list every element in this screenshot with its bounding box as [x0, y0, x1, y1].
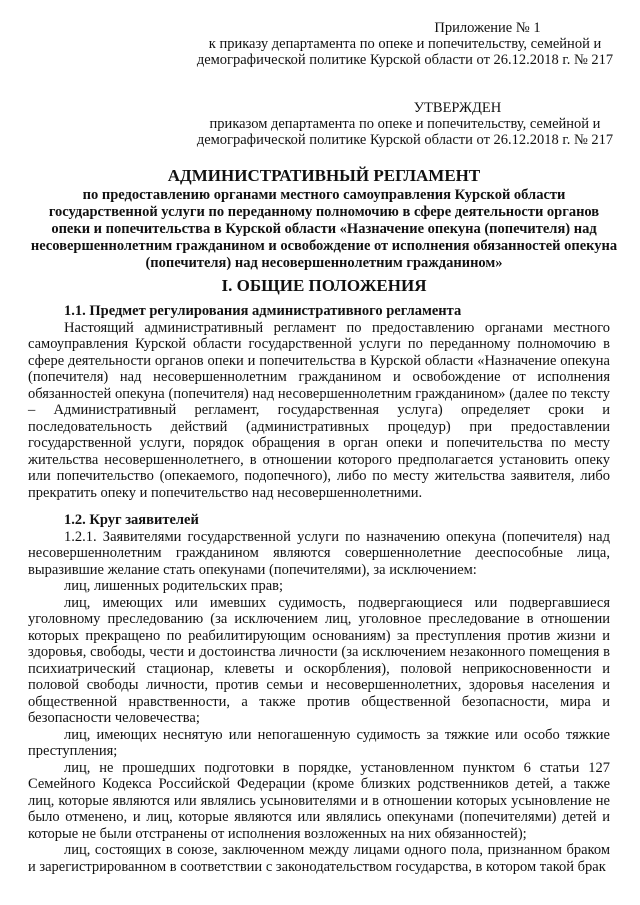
paragraph: лиц, лишенных родительских прав;	[64, 578, 284, 594]
appendix-text: к приказу департамента по опеке и попечительству, семейной и демографической политике Курской области от 26.12.2018 г. № 217	[196, 36, 614, 68]
section-1-1	[28, 303, 610, 501]
paragraph: лиц, имеющих неснятую или непогашенную судимость за тяжкие или особо тяжкие преступления;	[28, 726, 610, 759]
paragraph: 1.2.1. Заявителями государственной услуги по назначению опекуна (попечителя) над несовершеннолетним гражданином являются совершеннолетние дееспособные лица, выразившие желание стать опекунами (попечителями), за исключением:	[28, 528, 610, 578]
approved-heading: УТВЕРЖДЕН	[413, 100, 502, 116]
paragraph: лиц, не прошедших подготовки в порядке, установленном пунктом 6 статьи 127 Семейного Кодекса Российской Федерации (кроме близких родственников детей, а также лиц, которые являются или являлись усыновителями и в отношении которых усыновление не было отменено, и лиц, которые являются или являлись опекунами (попечителями) детей и которые не были отстранены от исполнения возложенных на них обязанностей);	[28, 759, 610, 842]
paragraph: лиц, имеющих или имевших судимость, подвергающиеся или подвергавшиеся уголовному преследованию (за исключением лиц, уголовное преследование в отношении которых прекращено по реабилитирующим основаниям) за преступления против жизни и здоровья, свободы, чести и достоинства личности (за исключением незаконного помещения в психиатрический стационар, клеветы и оскорбления), половой неприкосновенности и половой свободы личности, против семьи и несовершеннолетних, здоровья населения и общественной нравственности, а также против общественной безопасности, мира и безопасности человечества;	[28, 594, 610, 726]
approved-block	[190, 100, 620, 148]
document-title-block	[28, 166, 620, 272]
section-1-2	[28, 512, 610, 875]
document-title: АДМИНИСТРАТИВНЫЙ РЕГЛАМЕНТ	[167, 166, 481, 185]
paragraph: лиц, состоящих в союзе, заключенном между лицами одного пола, признанном браком и зарегистрированном в соответствии с законодательством государства, в котором такой брак	[28, 842, 610, 875]
section-title: I. ОБЩИЕ ПОЛОЖЕНИЯ	[221, 276, 427, 295]
section-1-2-heading: 1.2. Круг заявителей	[64, 512, 199, 528]
approved-text: приказом департамента по опеке и попечительству, семейной и демографической политике Курской области от 26.12.2018 г. № 217	[196, 116, 614, 148]
document-subtitle: по предоставлению органами местного самоуправления Курской области государственной услуги по переданному полномочию в сфере деятельности органов опеки и попечительства в Курской области «Назначение опекуна (попечителя) над несовершеннолетним гражданином и освобождение от исполнения обязанностей опекуна (попечителя) над несовершеннолетним гражданином»	[30, 187, 618, 271]
paragraph: Настоящий административный регламент по предоставлению органами местного самоуправления Курской области государственной услуги по переданному полномочию в сфере деятельности органов опеки и попечительства в Курской области «Назначение опекуна (попечителя) над несовершеннолетним гражданином и освобождение от исполнения обязанностей опекуна (попечителя) над несовершеннолетним гражданином» (далее по тексту – Административный регламент, государственная услуга) определяет сроки и последовательность действий (административных процедур) при предоставлении государственной услуги, порядок обращения в орган опеки и попечительства по месту жительства несовершеннолетнего, в отношении которого предполагается установить опеку или попечительство (опекаемого, подопечного), либо по месту жительства заявителя, либо прекратить опеку и попечительство над несовершеннолетними.	[28, 319, 610, 501]
section-1-1-heading: 1.1. Предмет регулирования административного регламента	[64, 303, 462, 319]
appendix-block	[190, 20, 620, 68]
appendix-heading: Приложение № 1	[434, 20, 541, 36]
